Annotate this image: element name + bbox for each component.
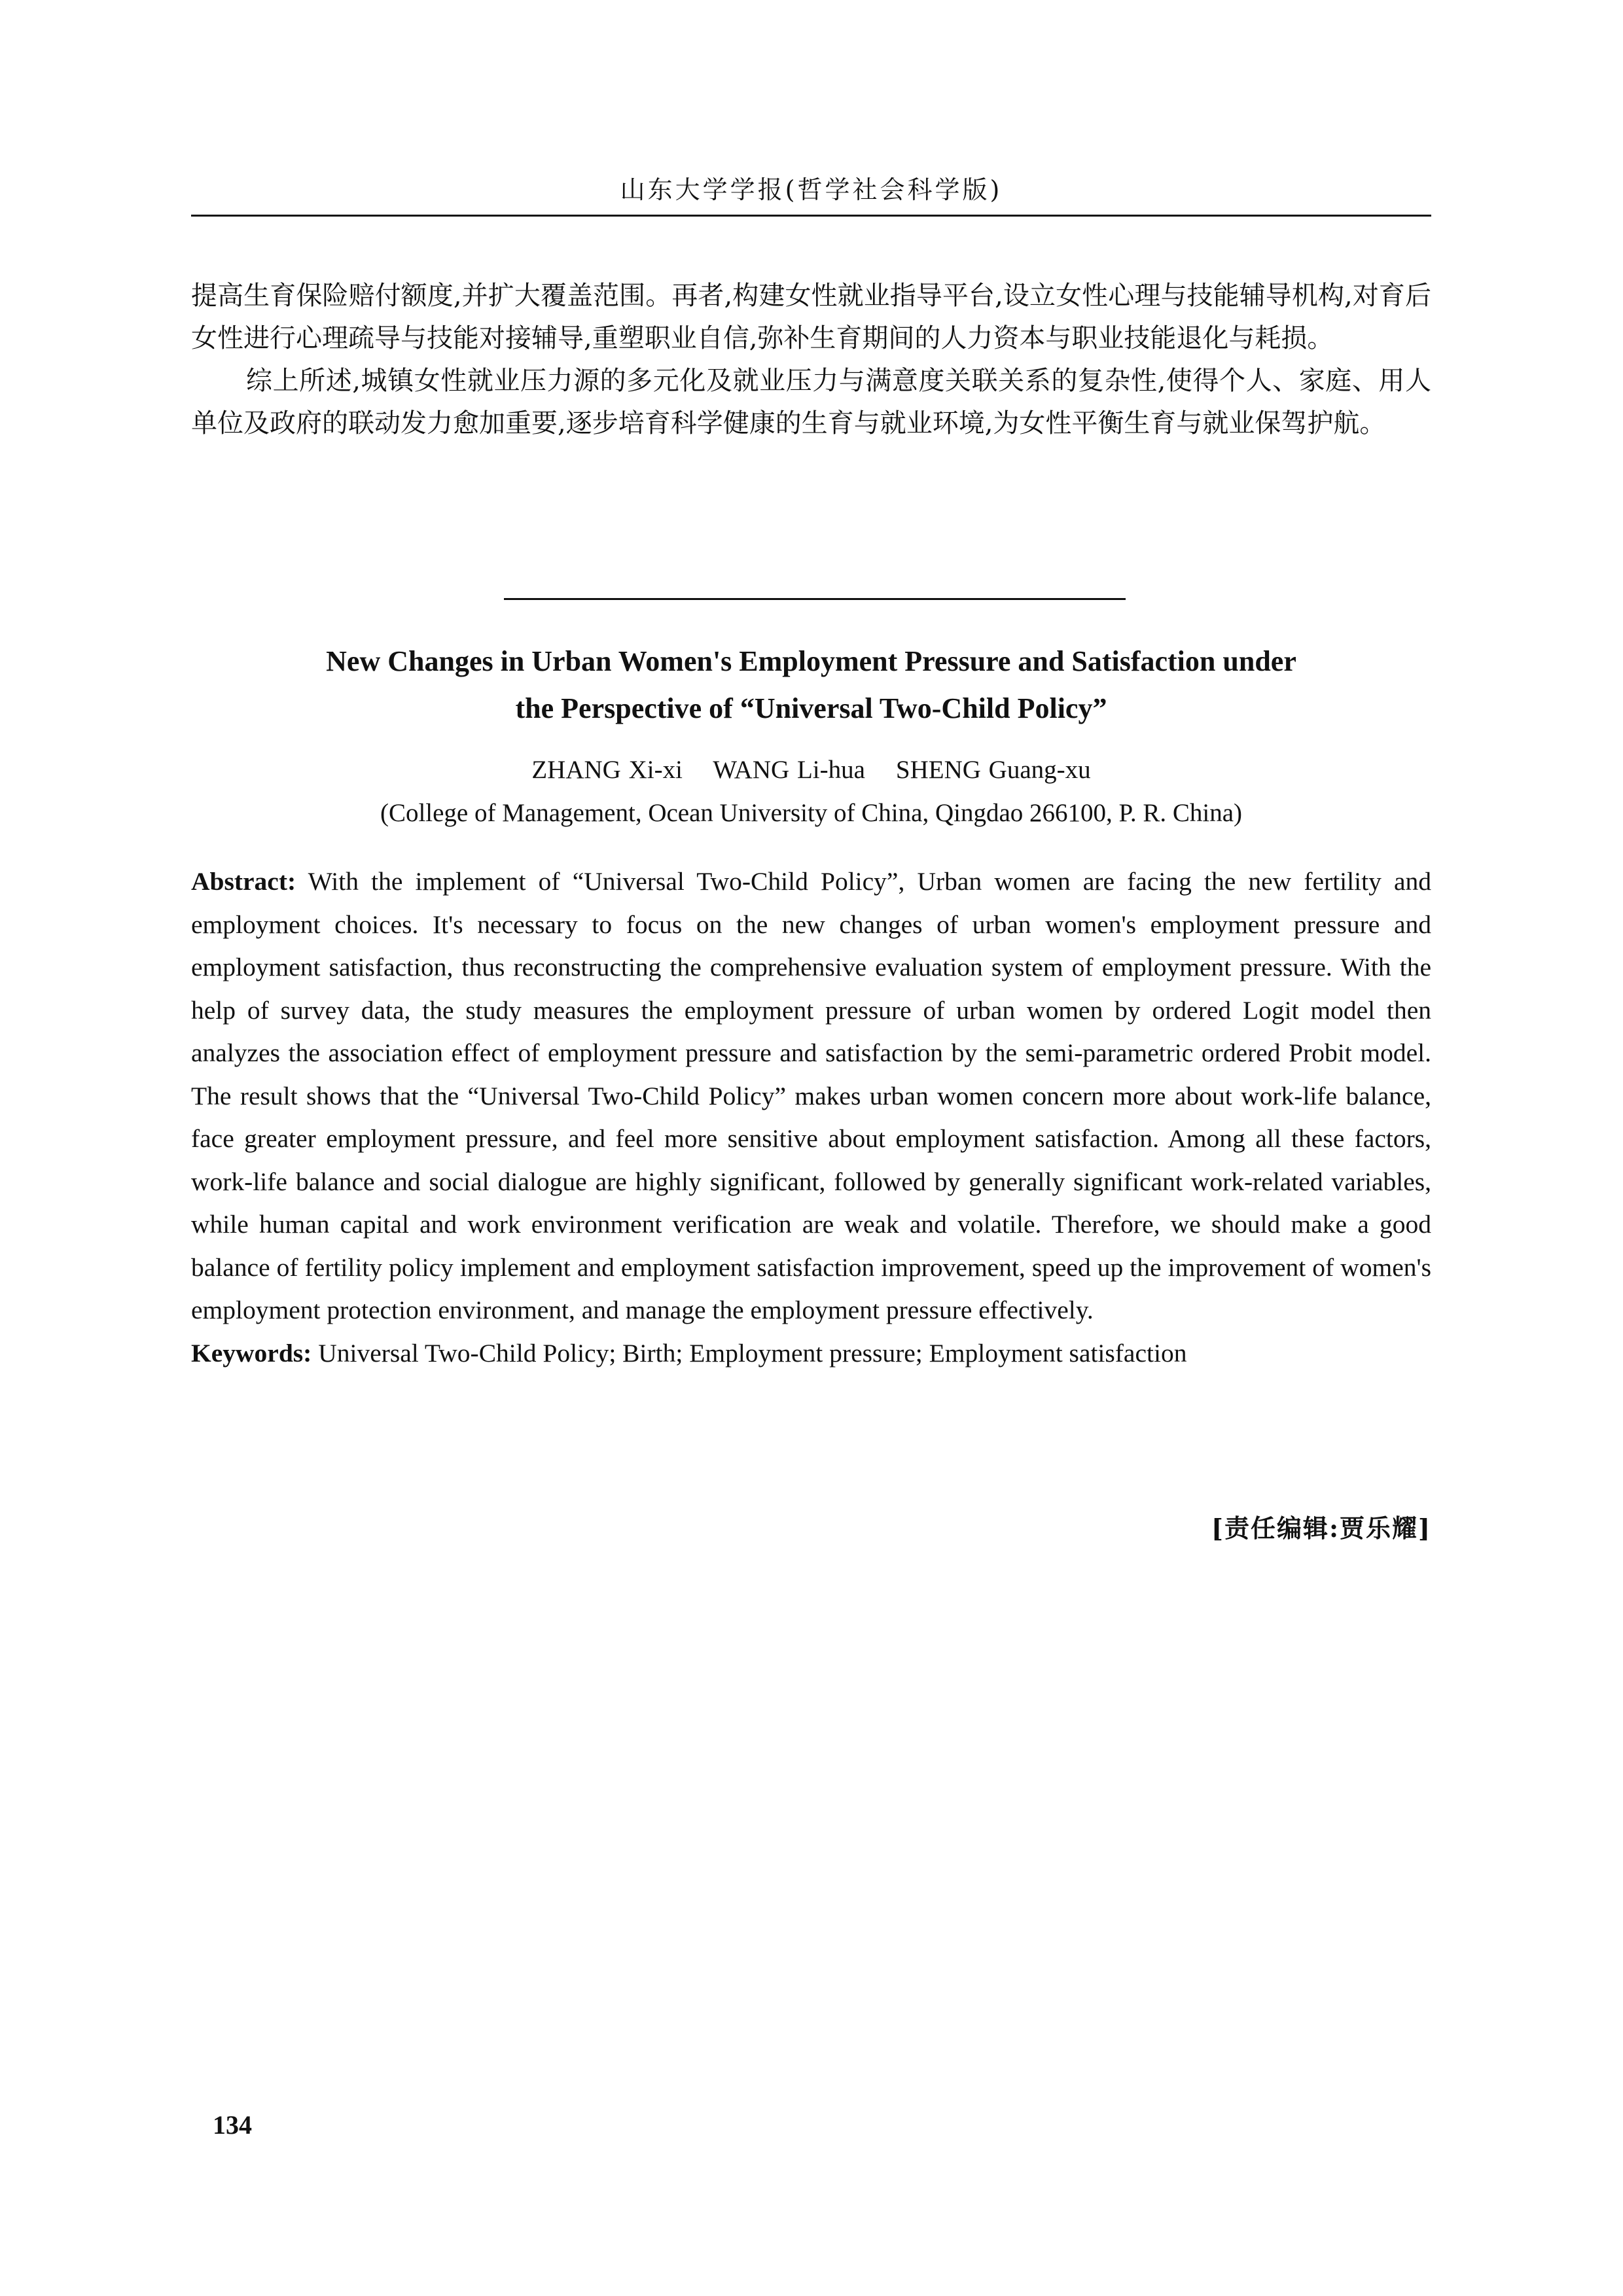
- running-header: 山东大学学报(哲学社会科学版): [620, 175, 1003, 204]
- chinese-paragraph-2: 综上所述,城镇女性就业压力源的多元化及就业压力与满意度关联关系的复杂性,使得个人、家庭、用人单位及政府的联动发力愈加重要,逐步培育科学健康的生育与就业环境,为女性平衡生育与就业保驾护航。: [191, 366, 1431, 438]
- english-affiliation: (College of Management, Ocean University of China, Qingdao 266100, P. R. China): [380, 799, 1243, 827]
- abstract-paragraph: [191, 860, 1431, 1332]
- english-title-line-1: New Changes in Urban Women's Employment Pressure and Satisfaction under: [326, 645, 1296, 677]
- responsible-editor: [责任编辑:贾乐耀]: [1211, 1513, 1431, 1543]
- keywords-text: Universal Two-Child Policy; Birth; Employment pressure; Employment satisfaction: [312, 1338, 1187, 1368]
- english-title-line-2: the Perspective of “Universal Two-Child Policy”: [515, 692, 1107, 724]
- page-number: 134: [213, 2110, 252, 2140]
- keywords-paragraph: [191, 1332, 1431, 1375]
- chinese-paragraph-1: 提高生育保险赔付额度,并扩大覆盖范围。再者,构建女性就业指导平台,设立女性心理与技能辅导机构,对育后女性进行心理疏导与技能对接辅导,重塑职业自信,弥补生育期间的人力资本与职业技能退化与耗损。: [191, 281, 1431, 353]
- english-abstract-block: [191, 860, 1431, 1375]
- chinese-body-text: [191, 275, 1431, 445]
- section-separator: [504, 598, 1126, 600]
- abstract-text: With the implement of “Universal Two-Child Policy”, Urban women are facing the new fertility and employment choices. It's necessary to focus on the new changes of urban women's employment pressure and employment satisfaction, thus reconstructing the comprehensive evaluation system of employment pressure. With the help of survey data, the study measures the employment pressure of urban women by ordered Logit model then analyzes the association effect of employment pressure and satisfaction by the semi-parametric ordered Probit model. The result shows that the “Universal Two-Child Policy” makes urban women concern more about work-life balance, face greater employment pressure, and feel more sensitive about employment satisfaction. Among all these factors, work-life balance and social dialogue are highly significant, followed by generally significant work-related variables, while human capital and work environment verification are weak and volatile. Therefore, we should make a good balance of fertility policy implement and employment satisfaction improvement, speed up the improvement of women's employment protection environment, and manage the employment pressure effectively.: [191, 867, 1431, 1324]
- keywords-label: Keywords:: [191, 1338, 312, 1368]
- header-rule: [191, 215, 1431, 217]
- english-authors: ZHANG Xi-xi WANG Li-hua SHENG Guang-xu: [531, 756, 1091, 784]
- abstract-label: Abstract:: [191, 867, 296, 896]
- english-title: [191, 638, 1431, 732]
